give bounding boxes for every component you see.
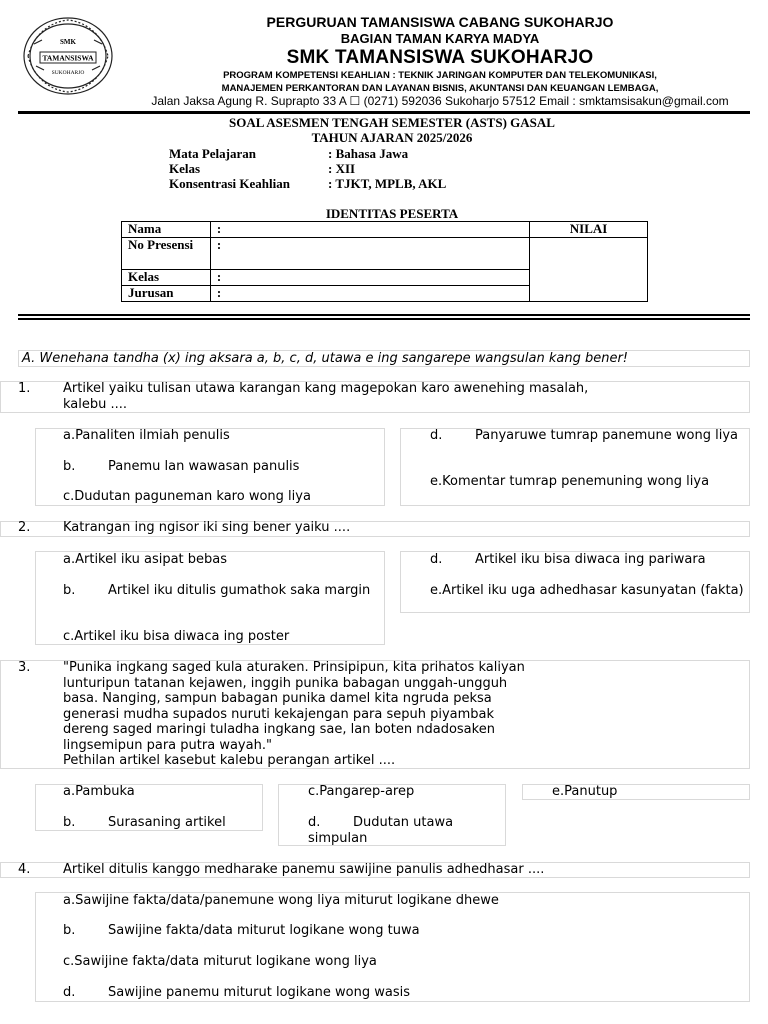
option-text: Panemu lan wawasan panulis — [108, 459, 300, 474]
passage-line: "Punika ingkang saged kula aturaken. Prinsipipun, kita prihatos kaliyan — [63, 660, 525, 675]
identity-label: Jurusan — [122, 286, 211, 302]
option-c[interactable]: c.Artikel iku bisa diwaca ing poster — [63, 629, 290, 644]
class-field[interactable]: : — [210, 270, 529, 286]
option-d[interactable]: d. Artikel iku bisa diwaca ing pariwara — [430, 552, 706, 567]
option-c[interactable]: c.Dudutan paguneman karo wong liya — [63, 489, 311, 504]
question-number: 4. — [18, 862, 31, 877]
attendance-number-field[interactable]: : — [210, 238, 529, 270]
option-text: Dudutan utawa simpulan — [308, 815, 454, 846]
exam-year: TAHUN AJARAN 2025/2026 — [311, 130, 473, 145]
name-field[interactable]: : — [210, 222, 529, 238]
school-address: Jalan Jaksa Agung R. Suprapto 33 A ☐ (0271) 592036 Sukoharjo 57512 Email : smktamsisakun@gmail.com — [151, 94, 729, 108]
option-a[interactable]: a.Pambuka — [63, 784, 135, 799]
letterhead-divider — [18, 111, 750, 114]
option-b[interactable]: b. Sawijine fakta/data miturut logikane wong tuwa — [63, 923, 420, 938]
passage-line: dereng saged maringi tuladha ingkang sae, lan boten ndadosaken — [63, 722, 495, 737]
logo-band-text: TAMANSISWA — [42, 53, 94, 63]
option-text: Panyaruwe tumrap panemune wong liya — [475, 428, 738, 443]
option-a[interactable]: a.Panaliten ilmiah penulis — [63, 428, 230, 443]
section-instruction: A. Wenehana tandha (x) ing aksara a, b, c, d, utawa e ing sangarepe wangsulan kang bener! — [22, 351, 629, 366]
logo-top-text: SMK — [60, 38, 76, 46]
exam-title: SOAL ASESMEN TENGAH SEMESTER (ASTS) GASAL — [229, 115, 555, 130]
option-text: Surasaning artikel — [108, 815, 226, 830]
option-d[interactable]: d. Panyaruwe tumrap panemune wong liya — [430, 428, 738, 443]
option-text: Artikel iku uga adhedhasar kasunyatan (fakta) — [442, 583, 744, 598]
option-text: Artikel iku ditulis gumathok saka margin — [108, 583, 371, 598]
section-divider — [18, 318, 750, 320]
option-c[interactable]: c.Pangarep-arep — [308, 784, 415, 799]
identity-label: Kelas — [122, 270, 211, 286]
option-text: Dudutan paguneman karo wong liya — [74, 489, 311, 504]
passage-line: lunturipun tatanan kejawen, inggih punika babagan unggah-ungguh — [63, 675, 508, 691]
option-text: Artikel iku bisa diwaca ing pariwara — [475, 552, 706, 567]
option-text: Komentar tumrap penemuning wong liya — [442, 474, 710, 489]
option-a[interactable]: a.Sawijine fakta/data/panemune wong liya miturut logikane dhewe — [63, 893, 499, 908]
meta-value: : XII — [328, 161, 356, 176]
question-text: Artikel yaiku tulisan utawa karangan kang magepokan karo awenehing masalah, kalebu .... — [63, 381, 589, 412]
foundation-name: PERGURUAN TAMANSISWA CABANG SUKOHARJO — [266, 14, 614, 30]
school-name: SMK TAMANSISWA SUKOHARJO — [286, 47, 594, 68]
option-a[interactable]: a.Artikel iku asipat bebas — [63, 552, 228, 567]
score-field[interactable] — [530, 238, 648, 302]
option-text: Artikel iku asipat bebas — [75, 552, 228, 567]
option-e[interactable]: e.Komentar tumrap penemuning wong liya — [430, 474, 710, 489]
question-text: Artikel ditulis kanggo medharake panemu sawijine panulis adhedhasar .... — [63, 862, 545, 877]
option-e[interactable]: e.Panutup — [552, 784, 618, 799]
option-b[interactable]: b. Artikel iku ditulis gumathok saka margin — [63, 583, 371, 598]
option-text: Pangarep-arep — [319, 784, 415, 799]
passage-line: generasi mudha supados nuruti kekajengan para sepuh piyambak — [63, 706, 495, 722]
question-number: 1. — [18, 381, 31, 396]
option-text: Panaliten ilmiah penulis — [75, 428, 230, 443]
option-text: Sawijine fakta/data miturut logikane wong liya — [74, 954, 377, 969]
option-text: Sawijine panemu miturut logikane wong wasis — [108, 985, 411, 1000]
meta-label: Mata Pelajaran — [169, 146, 257, 161]
option-c[interactable]: c.Sawijine fakta/data miturut logikane wong liya — [63, 954, 377, 969]
question-text — [63, 660, 743, 769]
program-line-2: MANAJEMEN PERKANTORAN DAN LAYANAN BISNIS, AKUNTANSI DAN KEUANGAN LEMBAGA, — [221, 83, 659, 94]
identity-title: IDENTITAS PESERTA — [325, 206, 459, 221]
passage-line: basa. Nanging, sampun babagan punika damel kita ngruda peksa — [63, 691, 492, 706]
option-d[interactable]: d. Sawijine panemu miturut logikane wong wasis — [63, 985, 411, 1000]
question-number: 3. — [18, 660, 31, 675]
option-text: Artikel iku bisa diwaca ing poster — [74, 629, 290, 644]
option-b[interactable]: b. Panemu lan wawasan panulis — [63, 459, 300, 474]
option-e[interactable]: e.Artikel iku uga adhedhasar kasunyatan (fakta) — [430, 583, 744, 598]
logo-bottom-text: SUKOHARJO — [51, 70, 85, 76]
meta-label: Kelas — [169, 161, 201, 176]
meta-label: Konsentrasi Keahlian — [169, 176, 290, 191]
identity-label: No Presensi — [122, 238, 211, 270]
school-logo — [20, 14, 116, 98]
meta-value: : TJKT, MPLB, AKL — [328, 176, 447, 191]
identity-table — [121, 221, 648, 302]
option-text: Pambuka — [75, 784, 135, 799]
option-text: Panutup — [564, 784, 618, 799]
identity-label: Nama — [122, 222, 211, 238]
option-text: Sawijine fakta/data miturut logikane wong tuwa — [108, 923, 420, 938]
option-b[interactable]: b. Surasaning artikel — [63, 815, 226, 830]
option-d[interactable]: d. Dudutan utawa simpulan — [308, 815, 454, 846]
question-text: Katrangan ing ngisor iki sing bener yaiku .... — [63, 520, 351, 535]
question-number: 2. — [18, 520, 31, 535]
option-text: Sawijine fakta/data/panemune wong liya miturut logikane dhewe — [75, 893, 499, 908]
meta-value: : Bahasa Jawa — [328, 146, 409, 161]
score-header: NILAI — [530, 222, 648, 238]
passage-line: lingsemipun para putra wayah." — [63, 737, 272, 753]
question-prompt: Pethilan artikel kasebut kalebu perangan artikel .... — [63, 753, 396, 768]
major-field[interactable]: : — [210, 286, 529, 302]
section-divider — [18, 314, 750, 316]
division-name: BAGIAN TAMAN KARYA MADYA — [340, 31, 540, 46]
program-line-1: PROGRAM KOMPETENSI KEAHLIAN : TEKNIK JARINGAN KOMPUTER DAN TELEKOMUNIKASI, — [223, 70, 657, 81]
